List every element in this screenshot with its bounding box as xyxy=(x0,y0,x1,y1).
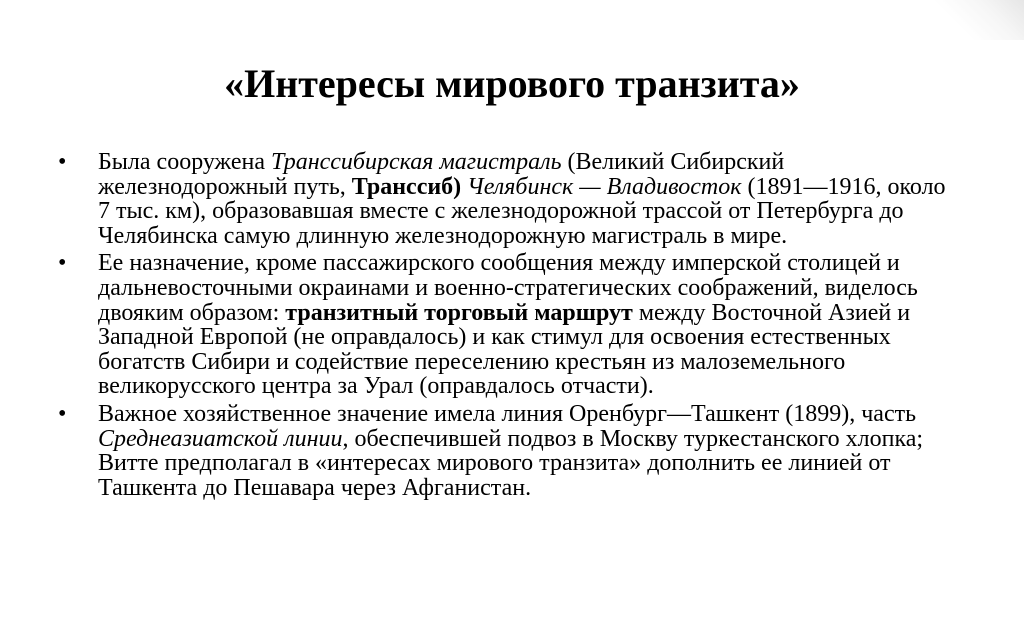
bullet-icon: • xyxy=(58,400,67,427)
bullet-text-3 xyxy=(98,401,923,501)
text-segment-bold: Транссиб) xyxy=(351,173,462,200)
text-segment: Важное хозяйственное значение имела линия Оренбург—Ташкент (1899), часть xyxy=(98,400,917,427)
bullet-item-1 xyxy=(58,150,958,248)
text-segment-italic: Транссибирская магистраль xyxy=(270,149,562,175)
bullet-icon: • xyxy=(58,149,67,175)
bullet-list xyxy=(58,150,958,503)
text-segment: , обеспечившей подвоз в Москву туркестанского хлопка; Витте предполагал в «интересах мирового транзита» дополнить ее линией от Ташкента до Пешавара через Афганистан. xyxy=(98,425,924,501)
text-segment: между Восточной Азией и Западной Европой (не оправдалось) и как стимул для освоения естественных богатств Сибири и содействие переселению крестьян из малоземельного великорусского центра за Урал (оправдалось отчасти). xyxy=(98,299,911,400)
text-segment-italic: Челябинск — Владивосток xyxy=(467,173,742,200)
text-segment-italic: Среднеазиатской линии xyxy=(98,425,343,452)
text-segment: (1891—1916, около 7 тыс. км), образовавшая вместе с железнодорожной трассой от Петербурга до Челябинска самую длинную железнодорожную магистраль в мире. xyxy=(98,173,946,249)
corner-shade xyxy=(934,0,1024,40)
bullet-text-1 xyxy=(98,149,946,249)
text-segment-bold: транзитный торговый маршрут xyxy=(285,299,633,326)
text-segment: Была сооружена xyxy=(98,149,271,175)
bullet-item-2 xyxy=(58,251,958,399)
text-segment: Ее назначение, кроме пассажирского сообщения между имперской столицей и дальневосточными окраинами и военно-стратегических соображений, виделось двояким образом: xyxy=(98,250,918,326)
bullet-item-3 xyxy=(58,402,958,500)
text-segment: (Великий Сибирский железнодорожный путь, xyxy=(98,149,785,200)
slide-title: «Интересы мирового транзита» xyxy=(224,61,800,106)
bullet-text-2 xyxy=(98,250,918,399)
bullet-icon: • xyxy=(58,250,67,277)
